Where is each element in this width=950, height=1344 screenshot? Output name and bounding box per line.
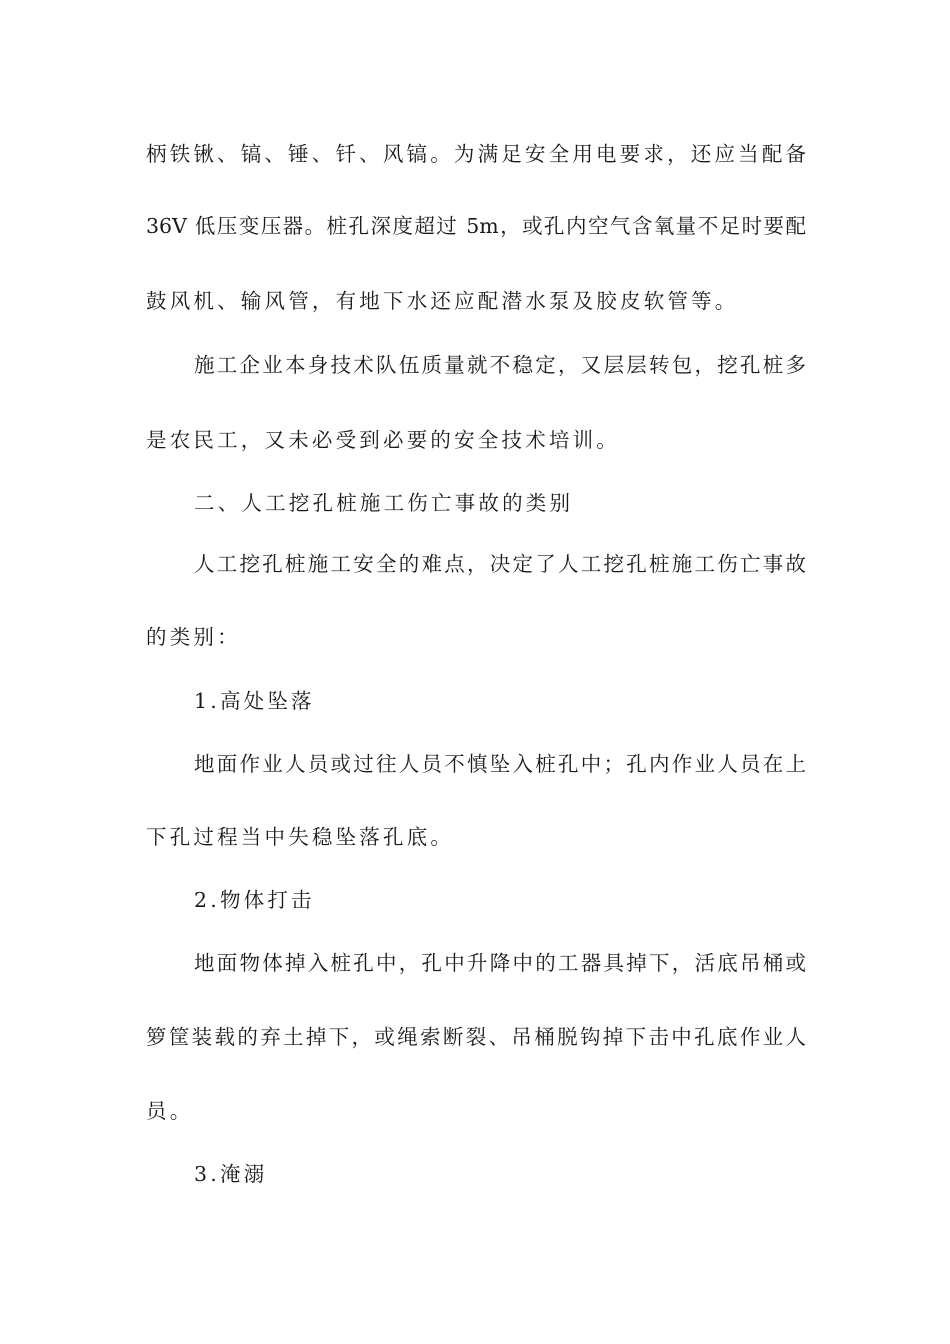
paragraph-line: 鼓风机、输风管，有地下水还应配潜水泵及胶皮软管等。 <box>146 289 739 313</box>
paragraph-line: 的类别： <box>146 625 241 649</box>
paragraph-line: 地面物体掉入桩孔中，孔中升降中的工器具掉下，活底吊桶或 <box>194 951 806 975</box>
paragraph-line: 是农民工，又未必受到必要的安全技术培训。 <box>146 428 620 452</box>
paragraph-line: 地面作业人员或过往人员不慎坠入桩孔中；孔内作业人员在上 <box>194 752 806 776</box>
section-heading: 二、人工挖孔桩施工伤亡事故的类别 <box>194 491 574 515</box>
subsection-heading: 1.高处坠落 <box>194 689 315 713</box>
subsection-heading: 3.淹溺 <box>194 1162 268 1186</box>
paragraph-line: 员。 <box>146 1099 194 1123</box>
paragraph-line: 施工企业本身技术队伍质量就不稳定，又层层转包，挖孔桩多 <box>194 353 806 377</box>
paragraph-line: 箩筐装载的弃土掉下，或绳索断裂、吊桶脱钩掉下击中孔底作业人 <box>146 1025 806 1049</box>
paragraph-line: 36V 低压变压器。桩孔深度超过 5m，或孔内空气含氧量不足时要配 <box>146 214 806 238</box>
paragraph-line: 下孔过程当中失稳坠落孔底。 <box>146 825 455 849</box>
paragraph-line: 柄铁锹、镐、锤、钎、风镐。为满足安全用电要求，还应当配备 <box>146 142 806 166</box>
paragraph-line: 人工挖孔桩施工安全的难点，决定了人工挖孔桩施工伤亡事故 <box>194 552 806 576</box>
subsection-heading: 2.物体打击 <box>194 888 315 912</box>
